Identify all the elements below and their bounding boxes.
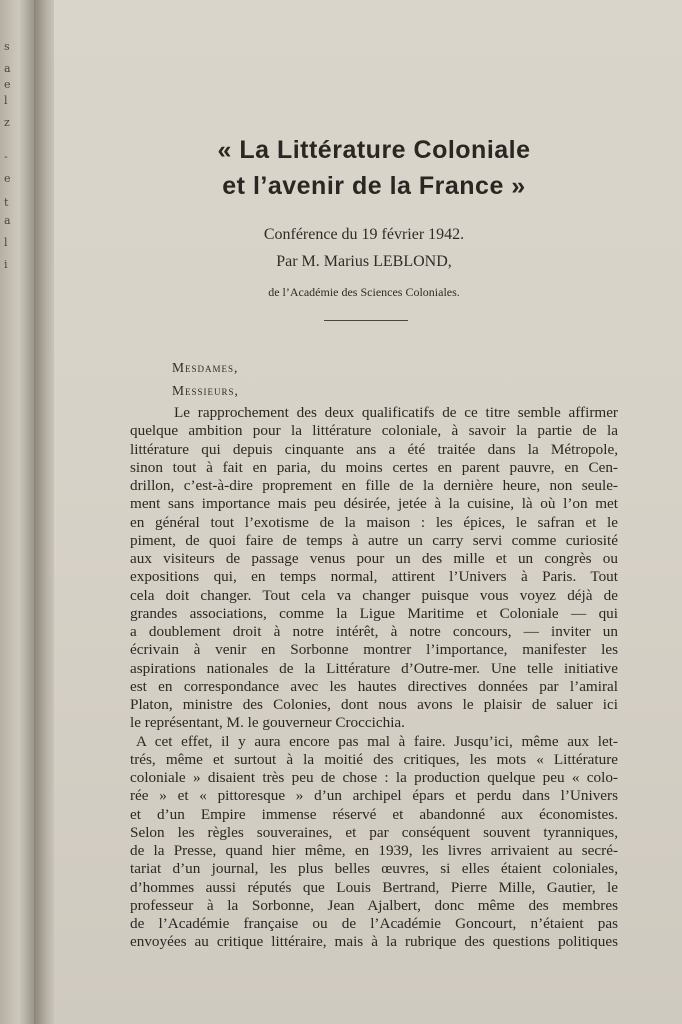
article-body bbox=[130, 404, 618, 952]
body-line: quelque ambition pour la littérature coloniale, à savoir la partie de la bbox=[130, 422, 618, 440]
body-line: sinon tout à fait en paria, du moins certes en parent pauvre, en Cen- bbox=[130, 458, 618, 476]
book-gutter bbox=[34, 0, 56, 1024]
facing-page-char: a bbox=[4, 62, 11, 75]
facing-page-char: e bbox=[4, 78, 11, 91]
body-line: cela doit changer. Tout cela va changer puisque vous voyez déjà de bbox=[130, 586, 618, 604]
body-line: de la Presse, quand hier même, en 1939, les livres arrivaient au secré- bbox=[130, 842, 618, 859]
facing-page-char: z bbox=[4, 116, 10, 129]
facing-page-edge bbox=[0, 0, 34, 1024]
body-line: Selon les règles souveraines, et par conséquent souvent tyranniques, bbox=[130, 823, 618, 841]
body-line: trés, même et surtout à la moitié des critiques, les mots « Littérature bbox=[130, 750, 618, 768]
body-line: aspirations nationales de la Littérature d’Outre-mer. Une telle initiative bbox=[130, 659, 618, 677]
facing-page-char: t bbox=[4, 196, 9, 209]
body-line: ment sans importance mais peu désirée, jetée à la cuisine, là où l’on met bbox=[130, 495, 618, 513]
body-line: d’hommes aussi réputés que Louis Bertrand, Pierre Mille, Gautier, le bbox=[130, 878, 618, 896]
facing-page-char: l bbox=[4, 236, 8, 249]
article-title-line-1: « La Littérature Coloniale bbox=[217, 136, 531, 164]
facing-page-char: a bbox=[4, 214, 11, 227]
body-line: grandes associations, comme la Ligue Maritime et Coloniale — qui bbox=[130, 604, 618, 622]
body-line: rée » et « pittoresque » d’un archipel épars et perdu dans l’Univers bbox=[130, 787, 618, 805]
body-line: Le rapprochement des deux qualificatifs de ce titre semble affirmer bbox=[174, 404, 618, 421]
body-line: aux visiteurs de passage venus pour un des mille et un congrès ou bbox=[130, 550, 618, 567]
body-line: écrivain à venir en Sorbonne montrer l’importance, manifester les bbox=[130, 641, 618, 659]
body-line: tariat d’un journal, les plus belles œuvres, si elles étaient coloniales, bbox=[130, 860, 618, 878]
body-line: piment, de quoi faire de temps à autre un carry servi comme curiosité bbox=[130, 531, 618, 549]
title-divider bbox=[324, 320, 408, 321]
body-line: professeur à la Sorbonne, Jean Ajalbert, donc même des membres bbox=[130, 896, 618, 914]
body-line: le représentant, M. le gouverneur Croccichia. bbox=[130, 714, 405, 732]
facing-page-char: i bbox=[4, 258, 8, 271]
body-line: est en correspondance avec les hautes directives données par l’amiral bbox=[130, 677, 618, 695]
facing-page-char: - bbox=[4, 150, 8, 163]
salutation-gentlemen: Messieurs, bbox=[172, 383, 239, 398]
body-line: coloniale » disaient très peu de chose : la production quelque peu « colo- bbox=[130, 769, 618, 786]
article-title-line-2: et l’avenir de la France » bbox=[222, 172, 526, 200]
facing-page-char: l bbox=[4, 94, 8, 107]
body-line: en général tout l’exotisme de la maison : les épices, le safran et le bbox=[130, 513, 618, 531]
body-line: littérature qui depuis cinquante ans a été traitée dans la Métropole, bbox=[130, 440, 618, 458]
conference-date: Conférence du 19 février 1942. bbox=[263, 226, 465, 243]
body-line: et d’un Empire immense réservé et abandonné aux économistes. bbox=[130, 805, 618, 823]
facing-page-char: e bbox=[4, 172, 11, 185]
book-page bbox=[54, 0, 682, 1024]
author-line: Par M. Marius LEBLOND, bbox=[276, 253, 452, 270]
salutation-ladies: Mesdames, bbox=[172, 360, 239, 375]
body-line: envoyées au critique littéraire, mais à la rubrique des questions politiques bbox=[130, 933, 618, 951]
body-line: de l’Académie française ou de l’Académie Goncourt, n’étaient pas bbox=[130, 915, 618, 932]
body-line: A cet effet, il y aura encore pas mal à faire. Jusqu’ici, même aux let- bbox=[136, 732, 618, 750]
body-line: Platon, ministre des Colonies, dont nous avons le plaisir de saluer ici bbox=[130, 696, 618, 713]
body-line: drillon, c’est-à-dire proprement en fille de la dernière heure, non seule- bbox=[130, 477, 618, 494]
author-affiliation: de l’Académie des Sciences Coloniales. bbox=[268, 285, 460, 299]
body-line: expositions qui, en temps normal, attirent l’Univers à Paris. Tout bbox=[130, 568, 618, 586]
body-line: a doublement droit à notre intérêt, à notre concours, — inviter un bbox=[130, 623, 618, 640]
facing-page-char: s bbox=[4, 40, 10, 53]
